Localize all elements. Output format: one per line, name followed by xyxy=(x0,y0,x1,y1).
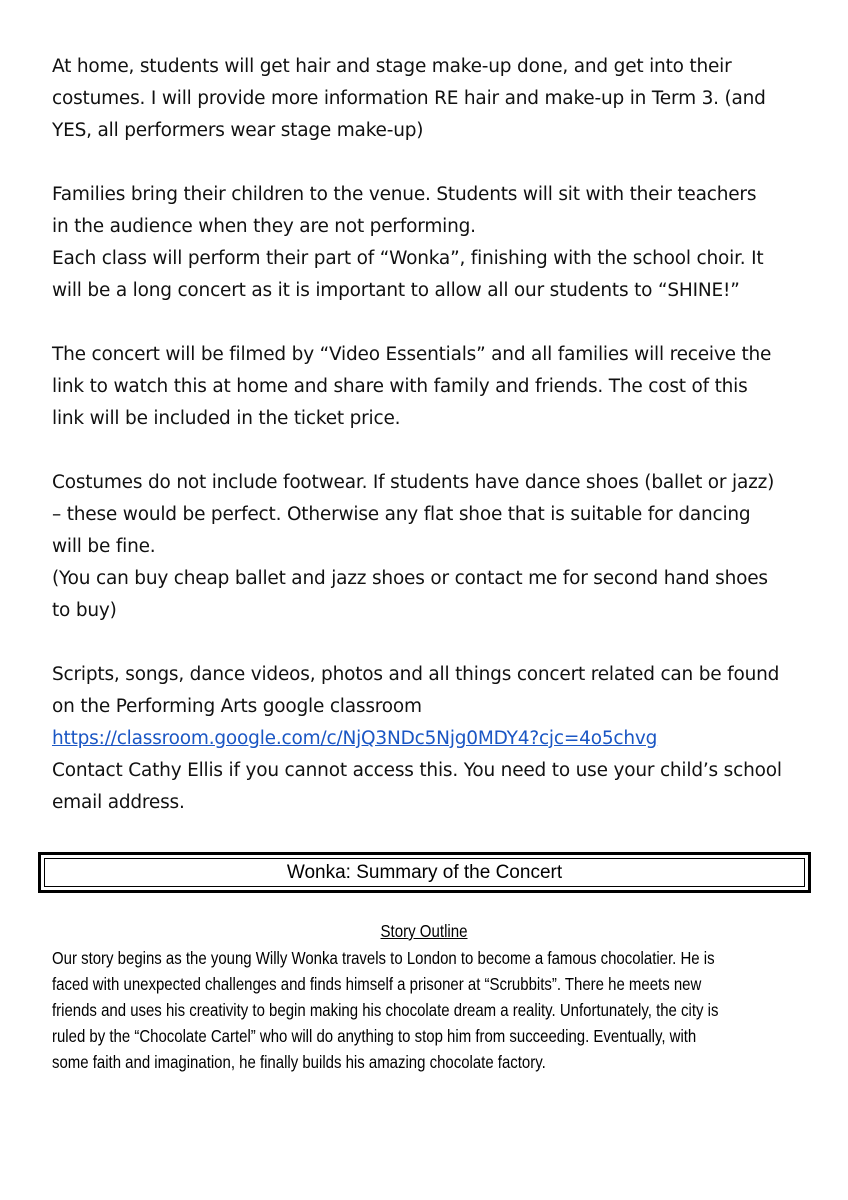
body-line: (You can buy cheap ballet and jazz shoes or contact me for second hand shoes xyxy=(52,568,768,589)
body-line: link will be included in the ticket price. xyxy=(52,408,401,429)
body-line: – these would be perfect. Otherwise any flat shoe that is suitable for dancing xyxy=(52,504,751,525)
story-line: friends and uses his creativity to begin making his chocolate dream a reality. Unfortunately, the city is xyxy=(52,1000,719,1020)
body-line: Each class will perform their part of “Wonka”, finishing with the school choir. It xyxy=(52,248,764,269)
classroom-link[interactable]: https://classroom.google.com/c/NjQ3NDc5Njg0MDY4?cjc=4o5chvg xyxy=(52,728,658,749)
contact-line: email address. xyxy=(52,792,185,813)
paragraph-gap xyxy=(52,627,812,659)
paragraph-gap xyxy=(52,307,812,339)
story-line: some faith and imagination, he finally builds his amazing chocolate factory. xyxy=(52,1052,546,1072)
story-outline-text xyxy=(52,945,822,1075)
body-line: will be a long concert as it is important to allow all our students to “SHINE!” xyxy=(52,280,740,301)
summary-heading-box xyxy=(38,852,811,893)
summary-heading: Wonka: Summary of the Concert xyxy=(44,858,805,887)
classroom-link-line xyxy=(52,723,812,755)
body-line: on the Performing Arts google classroom xyxy=(52,696,422,717)
story-line: Our story begins as the young Willy Wonka travels to London to become a famous chocolatier. He is xyxy=(52,948,715,968)
paragraph-gap xyxy=(52,147,812,179)
body-line: link to watch this at home and share with family and friends. The cost of this xyxy=(52,376,748,397)
body-line: in the audience when they are not performing. xyxy=(52,216,476,237)
body-line: Costumes do not include footwear. If students have dance shoes (ballet or jazz) xyxy=(52,472,775,493)
story-line: ruled by the “Chocolate Cartel” who will do anything to stop him from succeeding. Eventually, with xyxy=(52,1026,697,1046)
paragraph-gap xyxy=(52,435,812,467)
story-line: faced with unexpected challenges and finds himself a prisoner at “Scrubbits”. There he meets new xyxy=(52,974,702,994)
newsletter-body xyxy=(52,51,812,819)
body-line: YES, all performers wear stage make-up) xyxy=(52,120,424,141)
body-line: The concert will be filmed by “Video Essentials” and all families will receive the xyxy=(52,344,772,365)
body-line: At home, students will get hair and stage make-up done, and get into their xyxy=(52,56,732,77)
body-line: Scripts, songs, dance videos, photos and all things concert related can be found xyxy=(52,664,780,685)
body-line: will be fine. xyxy=(52,536,156,557)
body-line: Families bring their children to the venue. Students will sit with their teachers xyxy=(52,184,757,205)
story-outline-title: Story Outline xyxy=(380,921,468,941)
body-line: costumes. I will provide more information RE hair and make-up in Term 3. (and xyxy=(52,88,766,109)
contact-line: Contact Cathy Ellis if you cannot access this. You need to use your child’s school xyxy=(52,760,782,781)
body-line: to buy) xyxy=(52,600,117,621)
